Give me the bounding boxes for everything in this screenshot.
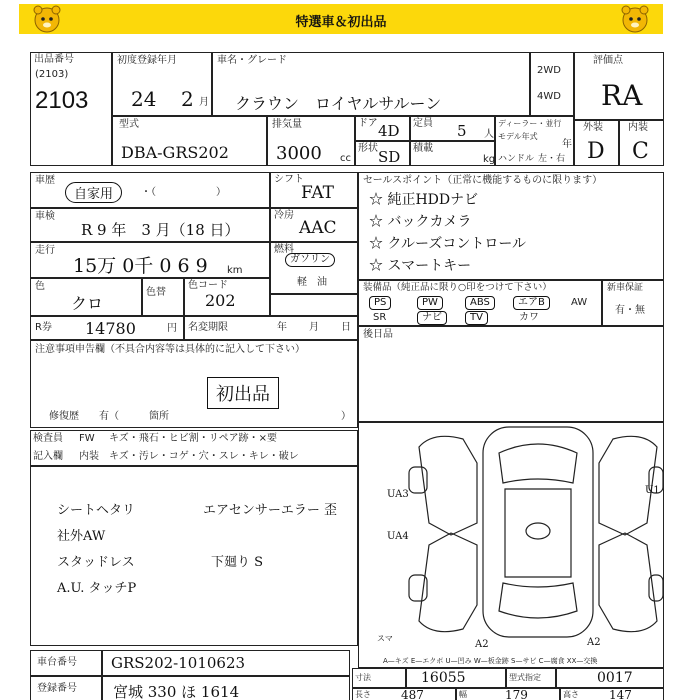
fuel-label: 燃料 xyxy=(274,244,294,255)
exterior-label: 外装 xyxy=(583,122,603,133)
capacity-value: 5 xyxy=(457,122,467,140)
ac-label: 冷房 xyxy=(274,210,294,221)
width-label: 幅 xyxy=(459,690,467,699)
new-warranty-box xyxy=(602,280,664,326)
inspector-box xyxy=(30,430,358,466)
lot-label: 出品番号 xyxy=(34,54,74,65)
equipment-aw: AW xyxy=(571,297,588,308)
repair-history-label: 修復歴 有（ 箇所 xyxy=(49,411,169,422)
damage-label: U1 xyxy=(645,485,660,496)
damage-label: A2 xyxy=(587,637,601,648)
fuel-box xyxy=(270,242,358,294)
remark-left: シートヘタリ xyxy=(57,503,136,518)
notes-label: 注意事項申告欄（不具合内容等は具体的に記入して下さい） xyxy=(35,344,305,355)
registration-label: 初度登録年月 xyxy=(117,55,177,66)
fuel-diesel: 軽 油 xyxy=(297,277,327,288)
mileage-row xyxy=(30,242,270,278)
history-value: 自家用 xyxy=(65,182,122,203)
equipment-navi: ナビ xyxy=(417,311,447,325)
notes-box xyxy=(30,340,358,428)
rear-seat-label: 後日品 xyxy=(363,329,393,340)
height-value: 147 xyxy=(609,688,632,700)
doors-value: 4D xyxy=(378,122,400,140)
color-code-label: 色コード xyxy=(188,280,228,291)
grade-value: RA xyxy=(601,79,643,112)
color-label: 色 xyxy=(35,281,45,292)
color-code-box xyxy=(184,278,270,316)
person-unit: 人 xyxy=(484,129,494,140)
grade-label: 評価点 xyxy=(593,55,623,66)
plate-value-box xyxy=(102,676,350,700)
color-change-box xyxy=(142,278,184,316)
record-label: 記入欄 xyxy=(33,451,63,462)
length-value: 487 xyxy=(401,688,424,700)
color-box xyxy=(30,278,142,316)
equipment-abs: ABS xyxy=(465,296,495,310)
equipment-label: 装備品（純正品に限り○印をつけて下さい） xyxy=(363,282,552,293)
name-change-day: 日 xyxy=(341,322,351,333)
recycle-value: 14780 xyxy=(85,319,136,338)
cc-unit: cc xyxy=(340,153,351,164)
sales-points-box xyxy=(358,172,664,280)
color-change-label: 色替 xyxy=(146,287,166,298)
damage-label: A2 xyxy=(475,639,489,650)
kg-unit: kg xyxy=(483,154,496,165)
remark-left: A.U. タッチP xyxy=(57,581,137,596)
interior-items: キズ・汚レ・コゲ・穴・スレ・キレ・破レ xyxy=(109,451,299,462)
load-box xyxy=(410,141,495,166)
size-label-box xyxy=(352,668,406,688)
type-label-box xyxy=(506,668,556,688)
registration-month: 2 xyxy=(181,87,194,111)
damage-label: UA4 xyxy=(387,531,409,542)
recycle-unit: 円 xyxy=(167,323,177,334)
exterior-grade: D xyxy=(587,139,605,164)
history-label: 車歴 xyxy=(35,175,55,186)
shape-value: SD xyxy=(378,148,401,166)
drive-4wd: 4WD xyxy=(537,91,561,102)
mileage-value: 15万 0千 0 6 9 xyxy=(73,255,208,277)
inspection-label: 車検 xyxy=(35,211,55,222)
equipment-airbag: エアB xyxy=(513,296,550,310)
lot-number: 2103 xyxy=(35,87,89,114)
load-label: 積載 xyxy=(413,143,433,154)
blank-box xyxy=(270,294,358,316)
ac-box xyxy=(270,208,358,242)
dealer-label: ディーラー・並行 xyxy=(498,119,562,128)
car-diagram-icon xyxy=(359,423,665,669)
model-label: 型式 xyxy=(119,119,139,130)
shift-label: シフト xyxy=(274,174,304,185)
header-banner xyxy=(19,4,663,34)
equipment-ps: PS xyxy=(369,296,391,310)
displacement-value: 3000 xyxy=(276,143,322,164)
shape-label: 形状 xyxy=(358,143,378,154)
size-value-box xyxy=(406,668,506,688)
chassis-number: GRS202-1010623 xyxy=(111,654,246,672)
equipment-box xyxy=(358,280,602,326)
remark-left: 社外AW xyxy=(57,529,106,544)
registration-box xyxy=(112,52,212,116)
repair-close-paren: ） xyxy=(341,411,351,422)
ac-value: AAC xyxy=(299,218,337,238)
mileage-unit: km xyxy=(227,265,243,276)
damage-legend: A—キズ E—エクボ U—凹み W—板金跡 S—サビ C—腐食 XX—交換 xyxy=(383,657,598,665)
model-year-label: モデル年式 xyxy=(498,132,538,141)
name-change-box xyxy=(184,316,358,340)
drive-2wd: 2WD xyxy=(537,65,561,76)
car-diagram-box xyxy=(358,422,664,668)
mileage-label: 走行 xyxy=(35,245,55,256)
equipment-pw: PW xyxy=(417,296,443,310)
capacity-label: 定員 xyxy=(413,118,433,129)
mascot-right-icon xyxy=(619,4,651,34)
color-code-value: 202 xyxy=(205,291,236,310)
chassis-value-box xyxy=(102,650,350,676)
drive-box xyxy=(530,52,574,116)
interior-grade: C xyxy=(632,139,649,164)
lot-code: (2103) xyxy=(35,69,69,80)
page-title: 特選車＆初出品 xyxy=(295,15,387,30)
inspection-row xyxy=(30,208,270,242)
displacement-box xyxy=(267,116,355,166)
plate-label-box xyxy=(30,676,102,700)
length-label: 長さ xyxy=(355,690,371,699)
sales-points-label: セールスポイント（正常に機能するものに限ります） xyxy=(363,175,603,186)
remark-right: 下廻り S xyxy=(211,555,264,570)
length-box xyxy=(352,688,456,700)
damage-label: UA3 xyxy=(387,489,409,500)
name-change-label: 名変期限 xyxy=(188,322,228,333)
year-unit: 年 xyxy=(562,139,572,150)
name-change-month: 月 xyxy=(309,322,319,333)
grade-box xyxy=(574,52,664,120)
new-warranty-options: 有・無 xyxy=(615,305,645,316)
height-label: 高さ xyxy=(563,690,579,699)
chassis-label: 車台番号 xyxy=(37,657,77,668)
type-value-box xyxy=(556,668,664,688)
handle-label: ハンドル xyxy=(498,154,535,164)
month-unit: 月 xyxy=(199,97,209,108)
fuel-gasoline: ガソリン xyxy=(285,253,335,267)
name-change-year: 年 xyxy=(277,322,287,333)
plate-number: 宮城 330 ほ 1614 xyxy=(113,683,240,700)
height-box xyxy=(560,688,664,700)
chassis-label-box xyxy=(30,650,102,676)
sales-point-item: ☆ スマートキー xyxy=(369,258,472,274)
size-value: 16055 xyxy=(421,670,466,686)
equipment-sr: SR xyxy=(373,312,387,323)
sales-point-item: ☆ クルーズコントロール xyxy=(369,236,527,252)
size-label: 寸法 xyxy=(355,673,371,682)
model-box xyxy=(112,116,267,166)
displacement-label: 排気量 xyxy=(272,119,302,130)
lot-box xyxy=(30,52,112,166)
recycle-box xyxy=(30,316,184,340)
recycle-label: R券 xyxy=(35,322,52,333)
sales-point-item: ☆ 純正HDDナビ xyxy=(369,192,479,208)
interior-check-label: 内装 xyxy=(79,451,99,462)
equipment-leather: カワ xyxy=(519,312,539,323)
equipment-tv: TV xyxy=(465,311,488,325)
first-listing-stamp: 初出品 xyxy=(207,377,279,409)
vehicle-name: クラウン ロイヤルサルーン xyxy=(235,94,442,113)
handle-options: 左・右 xyxy=(538,154,566,164)
model-value: DBA-GRS202 xyxy=(121,143,229,162)
capacity-box xyxy=(410,116,495,141)
shift-value: FAT xyxy=(301,183,335,203)
vehicle-name-box xyxy=(212,52,530,116)
exterior-box xyxy=(574,120,619,166)
color-value: クロ xyxy=(71,294,104,313)
shape-box xyxy=(355,141,410,166)
damage-label: スマ xyxy=(377,634,393,643)
type-designation-label: 型式指定 xyxy=(509,673,541,682)
new-warranty-label: 新車保証 xyxy=(607,283,644,293)
remark-right: エアセンサーエラー 歪 xyxy=(203,503,338,518)
fw-label: FW xyxy=(79,433,95,444)
history-row xyxy=(30,172,270,208)
rear-seat-box xyxy=(358,326,664,422)
remarks-box xyxy=(30,466,358,646)
width-box xyxy=(456,688,560,700)
type-designation-value: 0017 xyxy=(597,670,633,686)
remark-left: スタッドレス xyxy=(57,555,135,570)
registration-year: 24 xyxy=(131,87,157,111)
plate-label: 登録番号 xyxy=(37,683,77,694)
vehicle-name-label: 車名・グレード xyxy=(217,55,287,66)
interior-label: 内装 xyxy=(628,122,648,133)
sales-point-item: ☆ バックカメラ xyxy=(369,214,472,230)
width-value: 179 xyxy=(505,688,528,700)
inspection-date: R 9 年 3 月（18 日） xyxy=(81,221,240,239)
fw-items: キズ・飛石・ヒビ割・リペア跡・×要 xyxy=(109,433,277,444)
inspector-label: 検査員 xyxy=(33,433,63,444)
shift-box xyxy=(270,172,358,208)
interior-box xyxy=(619,120,664,166)
dealer-box xyxy=(495,116,574,166)
doors-label: ドア xyxy=(358,118,378,129)
history-paren: ・（ ） xyxy=(141,187,226,198)
doors-box xyxy=(355,116,410,141)
